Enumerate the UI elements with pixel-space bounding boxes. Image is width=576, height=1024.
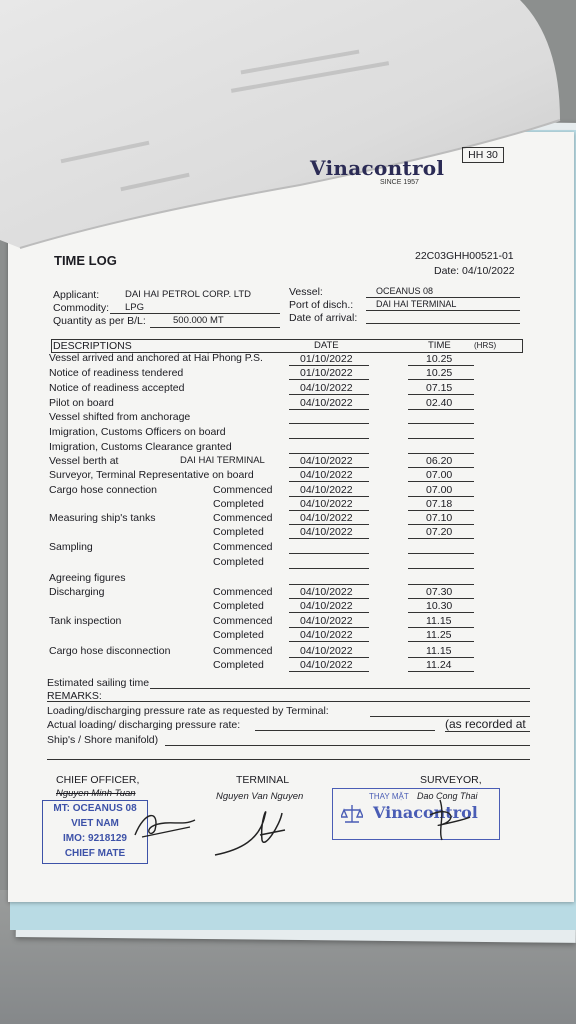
row-date: 04/10/2022 — [300, 629, 353, 641]
divider — [408, 496, 474, 497]
divider — [408, 365, 474, 366]
row-date: 01/10/2022 — [300, 367, 353, 379]
column-header-descriptions: DESCRIPTIONS — [53, 340, 132, 352]
row-time: 02.40 — [426, 397, 453, 409]
row-date: 04/10/2022 — [300, 659, 353, 671]
row-date: 04/10/2022 — [300, 455, 353, 467]
divider — [289, 510, 369, 511]
commodity-value: LPG — [125, 302, 145, 313]
scales-icon — [341, 803, 363, 825]
row-time: 11.24 — [426, 659, 452, 671]
row-description: Vessel berth at — [49, 455, 119, 467]
row-date: 04/10/2022 — [300, 526, 353, 538]
row-phase: Commenced — [213, 541, 273, 553]
stamp-line: CHIEF MATE — [64, 848, 126, 859]
row-date: 04/10/2022 — [300, 484, 353, 496]
terminal-signature — [210, 805, 300, 860]
stamp-line: MT: OCEANUS 08 — [53, 803, 137, 814]
divider — [408, 538, 474, 539]
row-description: Cargo hose connection — [49, 484, 157, 496]
row-date: 01/10/2022 — [300, 353, 353, 365]
row-date: 04/10/2022 — [300, 498, 353, 510]
row-time: 11.25 — [426, 629, 452, 641]
column-header-hrs: (HRS) — [474, 341, 497, 350]
divider — [47, 701, 530, 702]
divider — [289, 627, 369, 628]
divider — [150, 688, 530, 689]
row-time: 06.20 — [426, 455, 453, 467]
row-phase: Completed — [213, 629, 264, 641]
divider — [445, 731, 530, 732]
row-time: 07.18 — [426, 498, 453, 510]
row-time: 10.25 — [426, 367, 453, 379]
row-time: 07.20 — [426, 526, 453, 538]
divider — [289, 524, 369, 525]
divider — [165, 745, 530, 746]
divider — [408, 423, 474, 424]
divider — [408, 612, 474, 613]
row-description: Pilot on board — [49, 397, 114, 409]
row-phase: Completed — [213, 526, 264, 538]
row-phase: Commenced — [213, 586, 273, 598]
divider — [408, 627, 474, 628]
divider — [408, 671, 474, 672]
logo-since: SINCE 1957 — [380, 179, 419, 186]
divider — [289, 641, 369, 642]
divider — [366, 297, 520, 298]
surveyor-name: Dao Cong Thai — [417, 791, 478, 801]
divider — [289, 423, 369, 424]
divider — [408, 510, 474, 511]
divider — [408, 641, 474, 642]
divider — [366, 310, 520, 311]
surveyor-signature — [410, 795, 480, 845]
surveyor-on-behalf: THAY MẶT — [369, 792, 409, 801]
row-time: 07.30 — [426, 586, 453, 598]
stamp-logo-text: Vinacontrol — [373, 803, 478, 822]
terminal-label: TERMINAL — [236, 774, 290, 786]
terminal-name: Nguyen Van Nguyen — [216, 791, 304, 802]
row-description: Sampling — [49, 541, 93, 553]
document-number: 22C03GHH00521-01 — [415, 250, 514, 262]
column-header-date: DATE — [314, 340, 339, 351]
divider — [289, 394, 369, 395]
stamp-line: VIET NAM — [71, 818, 119, 829]
row-time: 10.30 — [426, 600, 453, 612]
divider — [408, 657, 474, 658]
row-time: 07.10 — [426, 512, 453, 524]
divider — [408, 409, 474, 410]
row-date: 04/10/2022 — [300, 512, 353, 524]
divider — [408, 379, 474, 380]
divider — [408, 568, 474, 569]
row-phase: Completed — [213, 600, 264, 612]
divider — [289, 467, 369, 468]
divider — [289, 657, 369, 658]
row-description: Vessel shifted from anchorage — [49, 411, 191, 423]
divider — [289, 538, 369, 539]
divider — [408, 438, 474, 439]
applicant-value: DAI HAI PETROL CORP. LTD — [125, 289, 251, 300]
vessel-value: OCEANUS 08 — [376, 286, 434, 296]
divider — [289, 409, 369, 410]
row-description: Imigration, Customs Clearance granted — [49, 441, 232, 453]
port-label: Port of disch.: — [289, 299, 354, 311]
row-description: Agreeing figures — [49, 572, 126, 584]
arrival-label: Date of arrival: — [289, 312, 358, 324]
row-phase: Completed — [213, 498, 264, 510]
row-date: 04/10/2022 — [300, 645, 353, 657]
estimated-sailing-time: Estimated sailing time — [47, 677, 150, 689]
row-time: 10.25 — [426, 353, 453, 365]
divider — [289, 365, 369, 366]
quantity-value: 500.000 MT — [173, 315, 224, 326]
divider — [408, 481, 474, 482]
divider — [289, 438, 369, 439]
divider — [47, 759, 530, 760]
row-phase: Completed — [213, 556, 264, 568]
divider — [110, 313, 280, 314]
commodity-label: Commodity: — [53, 302, 110, 314]
divider — [289, 568, 369, 569]
row-description: Notice of readiness accepted — [49, 382, 185, 394]
divider — [150, 327, 280, 328]
column-header-time: TIME — [428, 340, 451, 351]
row-description: Notice of readiness tendered — [49, 367, 184, 379]
chief-officer-signature — [130, 805, 200, 845]
row-description: Imigration, Customs Officers on board — [49, 426, 226, 438]
row-description: Surveyor, Terminal Representative on board — [49, 469, 254, 481]
curled-page-icon — [0, 0, 576, 250]
chief-officer-name: Nguyen Minh Tuan — [56, 788, 136, 799]
divider — [255, 730, 435, 731]
row-phase: DAI HAI TERMINAL — [180, 455, 265, 466]
stamp-line: IMO: 9218129 — [63, 833, 127, 844]
pressure-actual: Actual loading/ discharging pressure rate: — [47, 719, 241, 731]
divider — [289, 379, 369, 380]
row-description: Vessel arrived and anchored at Hai Phong P.S. — [49, 353, 263, 364]
divider — [408, 394, 474, 395]
divider — [289, 481, 369, 482]
row-date: 04/10/2022 — [300, 586, 353, 598]
row-description: Discharging — [49, 586, 105, 598]
chief-officer-label: CHIEF OFFICER, — [56, 774, 140, 786]
row-description: Measuring ship's tanks — [49, 512, 156, 524]
applicant-label: Applicant: — [53, 289, 100, 301]
row-phase: Commenced — [213, 645, 273, 657]
divider — [289, 671, 369, 672]
divider — [408, 467, 474, 468]
divider — [289, 496, 369, 497]
row-phase: Commenced — [213, 512, 273, 524]
row-date: 04/10/2022 — [300, 469, 353, 481]
divider — [408, 553, 474, 554]
divider — [289, 453, 369, 454]
row-phase: Completed — [213, 659, 264, 671]
row-time: 07.15 — [426, 382, 453, 394]
vinacontrol-logo: Vinacontrol — [310, 156, 445, 180]
manifold-note: Ship's / Shore manifold) — [47, 734, 159, 746]
divider — [408, 584, 474, 585]
row-time: 07.00 — [426, 469, 453, 481]
divider — [289, 553, 369, 554]
as-recorded-note: (as recorded at — [445, 717, 526, 731]
divider — [408, 598, 474, 599]
row-date: 04/10/2022 — [300, 615, 353, 627]
row-time: 11.15 — [426, 615, 452, 627]
remarks-label: REMARKS: — [47, 690, 102, 702]
row-date: 04/10/2022 — [300, 397, 353, 409]
divider — [366, 323, 520, 324]
vessel-label: Vessel: — [289, 286, 323, 298]
pressure-requested: Loading/discharging pressure rate as requested by Terminal: — [47, 705, 329, 717]
row-date: 04/10/2022 — [300, 600, 353, 612]
divider — [289, 612, 369, 613]
row-date: 04/10/2022 — [300, 382, 353, 394]
document-code-box: HH 30 — [462, 147, 504, 163]
document-date: Date: 04/10/2022 — [434, 265, 515, 277]
divider — [408, 453, 474, 454]
row-phase: Commenced — [213, 484, 273, 496]
surveyor-label: SURVEYOR, — [420, 774, 482, 786]
page-title: TIME LOG — [54, 253, 117, 268]
port-value: DAI HAI TERMINAL — [376, 299, 457, 309]
divider — [289, 584, 369, 585]
divider — [408, 524, 474, 525]
row-description: Cargo hose disconnection — [49, 645, 171, 657]
divider — [289, 598, 369, 599]
row-description: Tank inspection — [49, 615, 122, 627]
quantity-label: Quantity as per B/L: — [53, 315, 146, 327]
row-time: 11.15 — [426, 645, 452, 657]
row-phase: Commenced — [213, 615, 273, 627]
row-time: 07.00 — [426, 484, 453, 496]
